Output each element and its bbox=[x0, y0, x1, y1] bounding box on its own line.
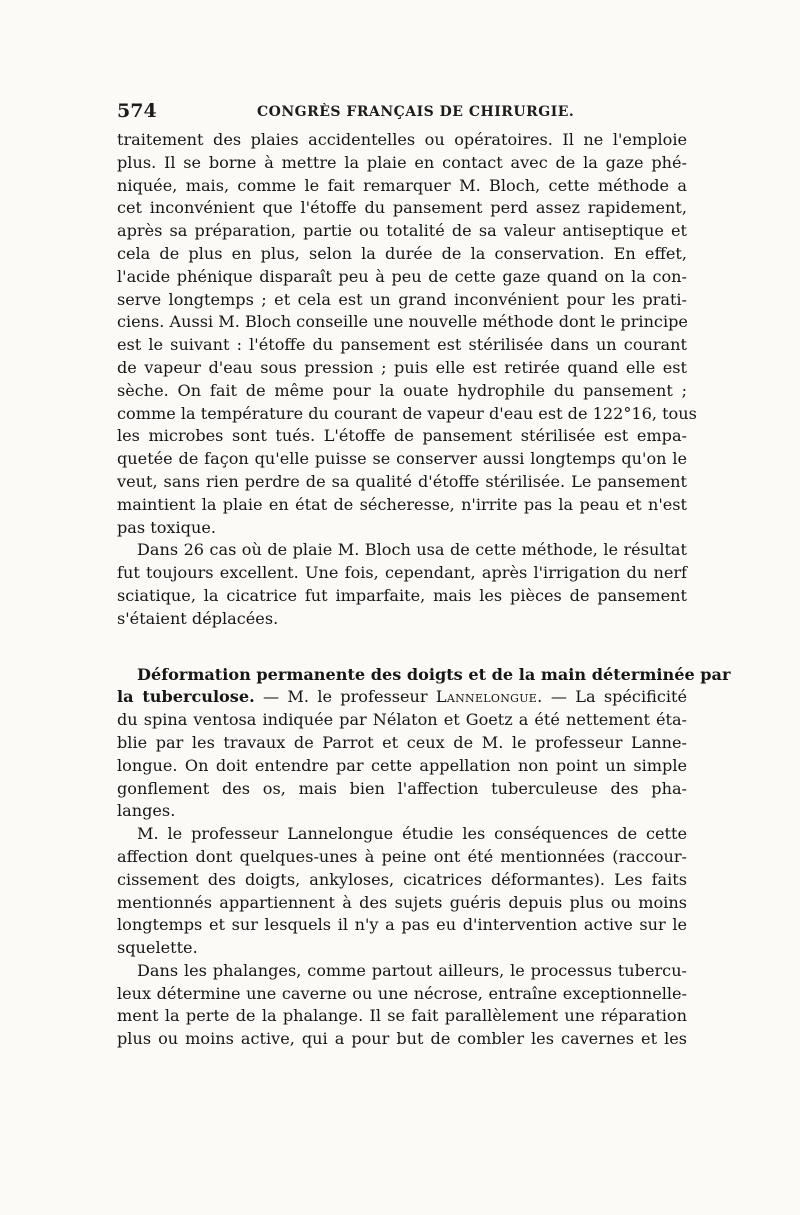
text-line: de vapeur d'eau sous pression ; puis elle est retirée quand elle est bbox=[117, 357, 687, 377]
text-line: plus. Il se borne à mettre la plaie en contact avec de la gaze phé- bbox=[117, 152, 687, 172]
text-line: traitement des plaies accidentelles ou opératoires. Il ne l'emploie bbox=[117, 130, 687, 149]
text-line: leux détermine une caverne ou une nécrose, entraîne exceptionnelle- bbox=[117, 983, 687, 1003]
paragraph-2 bbox=[117, 539, 687, 630]
text-line: sèche. On fait de même pour la ouate hydrophile du pansement ; bbox=[117, 380, 687, 400]
author-name: Lannelongue. bbox=[435, 687, 543, 707]
text-line: cela de plus en plus, selon la durée de la conservation. En effet, bbox=[117, 243, 687, 263]
section-title: Déformation permanente des doigts et de la main déterminée par bbox=[137, 664, 731, 684]
text-line: mentionnés appartiennent à des sujets guéris depuis plus ou moins bbox=[117, 892, 687, 912]
text-line: plus ou moins active, qui a pour but de combler les cavernes et les bbox=[117, 1029, 687, 1049]
section-heading bbox=[117, 664, 731, 710]
section-title-end: la tuberculose. bbox=[117, 687, 255, 707]
text-line: quetée de façon qu'elle puisse se conserver aussi longtemps qu'on le bbox=[117, 449, 687, 469]
text-line: blie par les travaux de Parrot et ceux de M. le professeur Lanne- bbox=[117, 732, 687, 752]
text-line: longue. On doit entendre par cette appellation non point un simple bbox=[117, 755, 687, 775]
text-line: après sa préparation, partie ou totalité de sa valeur antiseptique et bbox=[117, 221, 687, 241]
text-line: l'acide phénique disparaît peu à peu de cette gaze quand on la con- bbox=[117, 266, 687, 286]
paragraph-5 bbox=[117, 960, 687, 1051]
text-line: veut, sans rien perdre de sa qualité d'étoffe stérilisée. Le pansement bbox=[117, 471, 687, 491]
text-line: squelette. bbox=[117, 938, 198, 958]
text-line: Dans 26 cas où de plaie M. Bloch usa de cette méthode, le résultat bbox=[137, 540, 687, 560]
text-line: sciatique, la cicatrice fut imparfaite, mais les pièces de pansement bbox=[117, 585, 687, 605]
text-line: affection dont quelques-unes à peine ont été mentionnées (raccour- bbox=[117, 846, 687, 866]
text-line: niquée, mais, comme le fait remarquer M. Bloch, cette méthode a bbox=[117, 175, 687, 195]
section-title-continued bbox=[117, 686, 687, 709]
paragraph-4 bbox=[117, 823, 687, 960]
page-header bbox=[117, 100, 691, 126]
text-line: M. le professeur Lannelongue étudie les conséquences de cette bbox=[137, 824, 687, 844]
text-line: longtemps et sur lesquels il n'y a pas eu d'intervention active sur le bbox=[117, 915, 687, 935]
text-line: du spina ventosa indiquée par Nélaton et Goetz a été nettement éta- bbox=[117, 710, 687, 730]
page-body bbox=[117, 129, 731, 1051]
text-line: ment la perte de la phalange. Il se fait parallèlement une réparation bbox=[117, 1006, 687, 1026]
paragraph-3 bbox=[117, 709, 687, 823]
text-line: Dans les phalanges, comme partout ailleurs, le processus tubercu- bbox=[137, 960, 687, 980]
paragraph-1 bbox=[117, 129, 697, 539]
text-line: est le suivant : l'étoffe du pansement est stérilisée dans un courant bbox=[117, 335, 687, 355]
text-line: cissement des doigts, ankyloses, cicatrices déformantes). Les faits bbox=[117, 869, 687, 889]
text-line: fut toujours excellent. Une fois, cependant, après l'irrigation du nerf bbox=[117, 563, 687, 583]
text-line: ciens. Aussi M. Bloch conseille une nouvelle méthode dont le principe bbox=[117, 312, 688, 332]
text-line: gonflement des os, mais bien l'affection tuberculeuse des pha- bbox=[117, 778, 687, 798]
text-line: cet inconvénient que l'étoffe du pansement perd assez rapidement, bbox=[117, 198, 687, 218]
text-line: pas toxique. bbox=[117, 517, 216, 537]
text-line: langes. bbox=[117, 801, 176, 821]
text-line: maintient la plaie en état de sécheresse, n'irrite pas la peau et n'est bbox=[117, 494, 687, 514]
section-spacer bbox=[117, 631, 687, 664]
text-line: les microbes sont tués. L'étoffe de pansement stérilisée est empa- bbox=[117, 426, 687, 446]
text-fragment: — La spécificité bbox=[542, 687, 687, 707]
text-line: s'étaient déplacées. bbox=[117, 608, 279, 628]
page-number: 574 bbox=[117, 100, 157, 122]
text-line: serve longtemps ; et cela est un grand inconvénient pour les prati- bbox=[117, 289, 687, 309]
running-title: CONGRÈS FRANÇAIS DE CHIRURGIE. bbox=[257, 104, 575, 120]
author-prefix: — M. le professeur bbox=[254, 687, 436, 707]
text-line: comme la température du courant de vapeur d'eau est de 122°16, tous bbox=[117, 403, 697, 423]
